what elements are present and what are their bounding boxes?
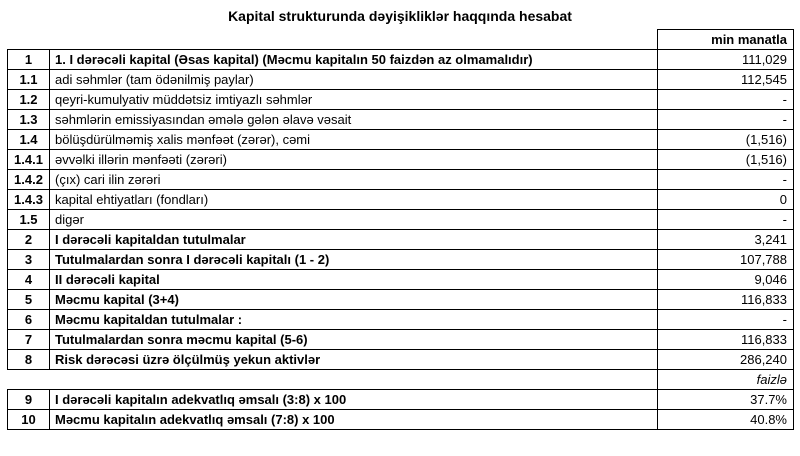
- row-number-cell: 9: [8, 390, 50, 410]
- row-value-cell: -: [658, 310, 794, 330]
- row-value-cell: 116,833: [658, 290, 794, 310]
- table-row: [8, 90, 794, 110]
- row-value-cell: 286,240: [658, 350, 794, 370]
- row-description-cell: Məcmu kapitaldan tutulmalar :: [50, 310, 658, 330]
- table-row: [8, 190, 794, 210]
- row-number-cell: 1.4.2: [8, 170, 50, 190]
- percent-unit-cell: faizlə: [658, 370, 794, 390]
- row-description-cell: I dərəcəli kapitaldan tutulmalar: [50, 230, 658, 250]
- row-number-cell: 6: [8, 310, 50, 330]
- row-number-cell: 4: [8, 270, 50, 290]
- row-number-cell: 1.4: [8, 130, 50, 150]
- row-value-cell: (1,516): [658, 130, 794, 150]
- row-number-cell: 5: [8, 290, 50, 310]
- row-description-cell: Risk dərəcəsi üzrə ölçülmüş yekun aktivlər: [50, 350, 658, 370]
- row-number-cell: 1.3: [8, 110, 50, 130]
- row-value-cell: 116,833: [658, 330, 794, 350]
- row-description-cell: qeyri-kumulyativ müddətsiz imtiyazlı səhmlər: [50, 90, 658, 110]
- table-row: [8, 50, 794, 70]
- row-description-cell: adi səhmlər (tam ödənilmiş paylar): [50, 70, 658, 90]
- row-value-cell: -: [658, 210, 794, 230]
- row-value-cell: 3,241: [658, 230, 794, 250]
- unit-header-row: [8, 30, 794, 50]
- row-number-cell: 8: [8, 350, 50, 370]
- report-table-body: [8, 30, 794, 430]
- row-value-cell: 111,029: [658, 50, 794, 70]
- table-row: [8, 110, 794, 130]
- table-row: [8, 350, 794, 370]
- row-number-cell: [8, 370, 50, 390]
- row-description-cell: bölüşdürülməmiş xalis mənfəət (zərər), cəmi: [50, 130, 658, 150]
- row-value-cell: -: [658, 170, 794, 190]
- row-number-cell: 1.2: [8, 90, 50, 110]
- unit-header-cell: min manatla: [658, 30, 794, 50]
- separator-row: [8, 370, 794, 390]
- table-row: [8, 230, 794, 250]
- row-description-cell: Tutulmalardan sonra məcmu kapital (5-6): [50, 330, 658, 350]
- report-title: Kapital strukturunda dəyişikliklər haqqında hesabat: [228, 8, 572, 24]
- table-row: [8, 310, 794, 330]
- row-number-cell: 1.4.3: [8, 190, 50, 210]
- row-description-cell: Məcmu kapitalın adekvatlıq əmsalı (7:8) x 100: [50, 410, 658, 430]
- row-value-cell: 107,788: [658, 250, 794, 270]
- header-empty-number-cell: [8, 30, 50, 50]
- row-value-cell: (1,516): [658, 150, 794, 170]
- row-value-cell: 37.7%: [658, 390, 794, 410]
- row-number-cell: 3: [8, 250, 50, 270]
- table-row: [8, 170, 794, 190]
- row-number-cell: 2: [8, 230, 50, 250]
- row-description-cell: digər: [50, 210, 658, 230]
- row-value-cell: -: [658, 110, 794, 130]
- table-row: [8, 70, 794, 90]
- report-table: [7, 29, 794, 430]
- header-empty-description-cell: [50, 30, 658, 50]
- row-description-cell: [50, 370, 658, 390]
- table-row: [8, 130, 794, 150]
- table-row: [8, 390, 794, 410]
- capital-structure-report: [7, 0, 793, 430]
- row-description-cell: kapital ehtiyatları (fondları): [50, 190, 658, 210]
- row-description-cell: Tutulmalardan sonra I dərəcəli kapitalı (1 - 2): [50, 250, 658, 270]
- row-description-cell: səhmlərin emissiyasından əmələ gələn əlavə vəsait: [50, 110, 658, 130]
- row-value-cell: 40.8%: [658, 410, 794, 430]
- table-row: [8, 330, 794, 350]
- row-value-cell: 112,545: [658, 70, 794, 90]
- row-description-cell: I dərəcəli kapitalın adekvatlıq əmsalı (3:8) x 100: [50, 390, 658, 410]
- row-description-cell: əvvəlki illərin mənfəəti (zərəri): [50, 150, 658, 170]
- row-value-cell: -: [658, 90, 794, 110]
- table-row: [8, 270, 794, 290]
- row-description-cell: II dərəcəli kapital: [50, 270, 658, 290]
- row-value-cell: 0: [658, 190, 794, 210]
- table-row: [8, 150, 794, 170]
- row-value-cell: 9,046: [658, 270, 794, 290]
- row-number-cell: 1.4.1: [8, 150, 50, 170]
- row-number-cell: 1.5: [8, 210, 50, 230]
- row-description-cell: 1. I dərəcəli kapital (Əsas kapital) (Məcmu kapitalın 50 faizdən az olmamalıdır): [50, 50, 658, 70]
- row-number-cell: 1: [8, 50, 50, 70]
- table-row: [8, 290, 794, 310]
- row-description-cell: (çıx) cari ilin zərəri: [50, 170, 658, 190]
- row-description-cell: Məcmu kapital (3+4): [50, 290, 658, 310]
- row-number-cell: 7: [8, 330, 50, 350]
- table-row: [8, 250, 794, 270]
- row-number-cell: 1.1: [8, 70, 50, 90]
- row-number-cell: 10: [8, 410, 50, 430]
- table-row: [8, 210, 794, 230]
- table-row: [8, 410, 794, 430]
